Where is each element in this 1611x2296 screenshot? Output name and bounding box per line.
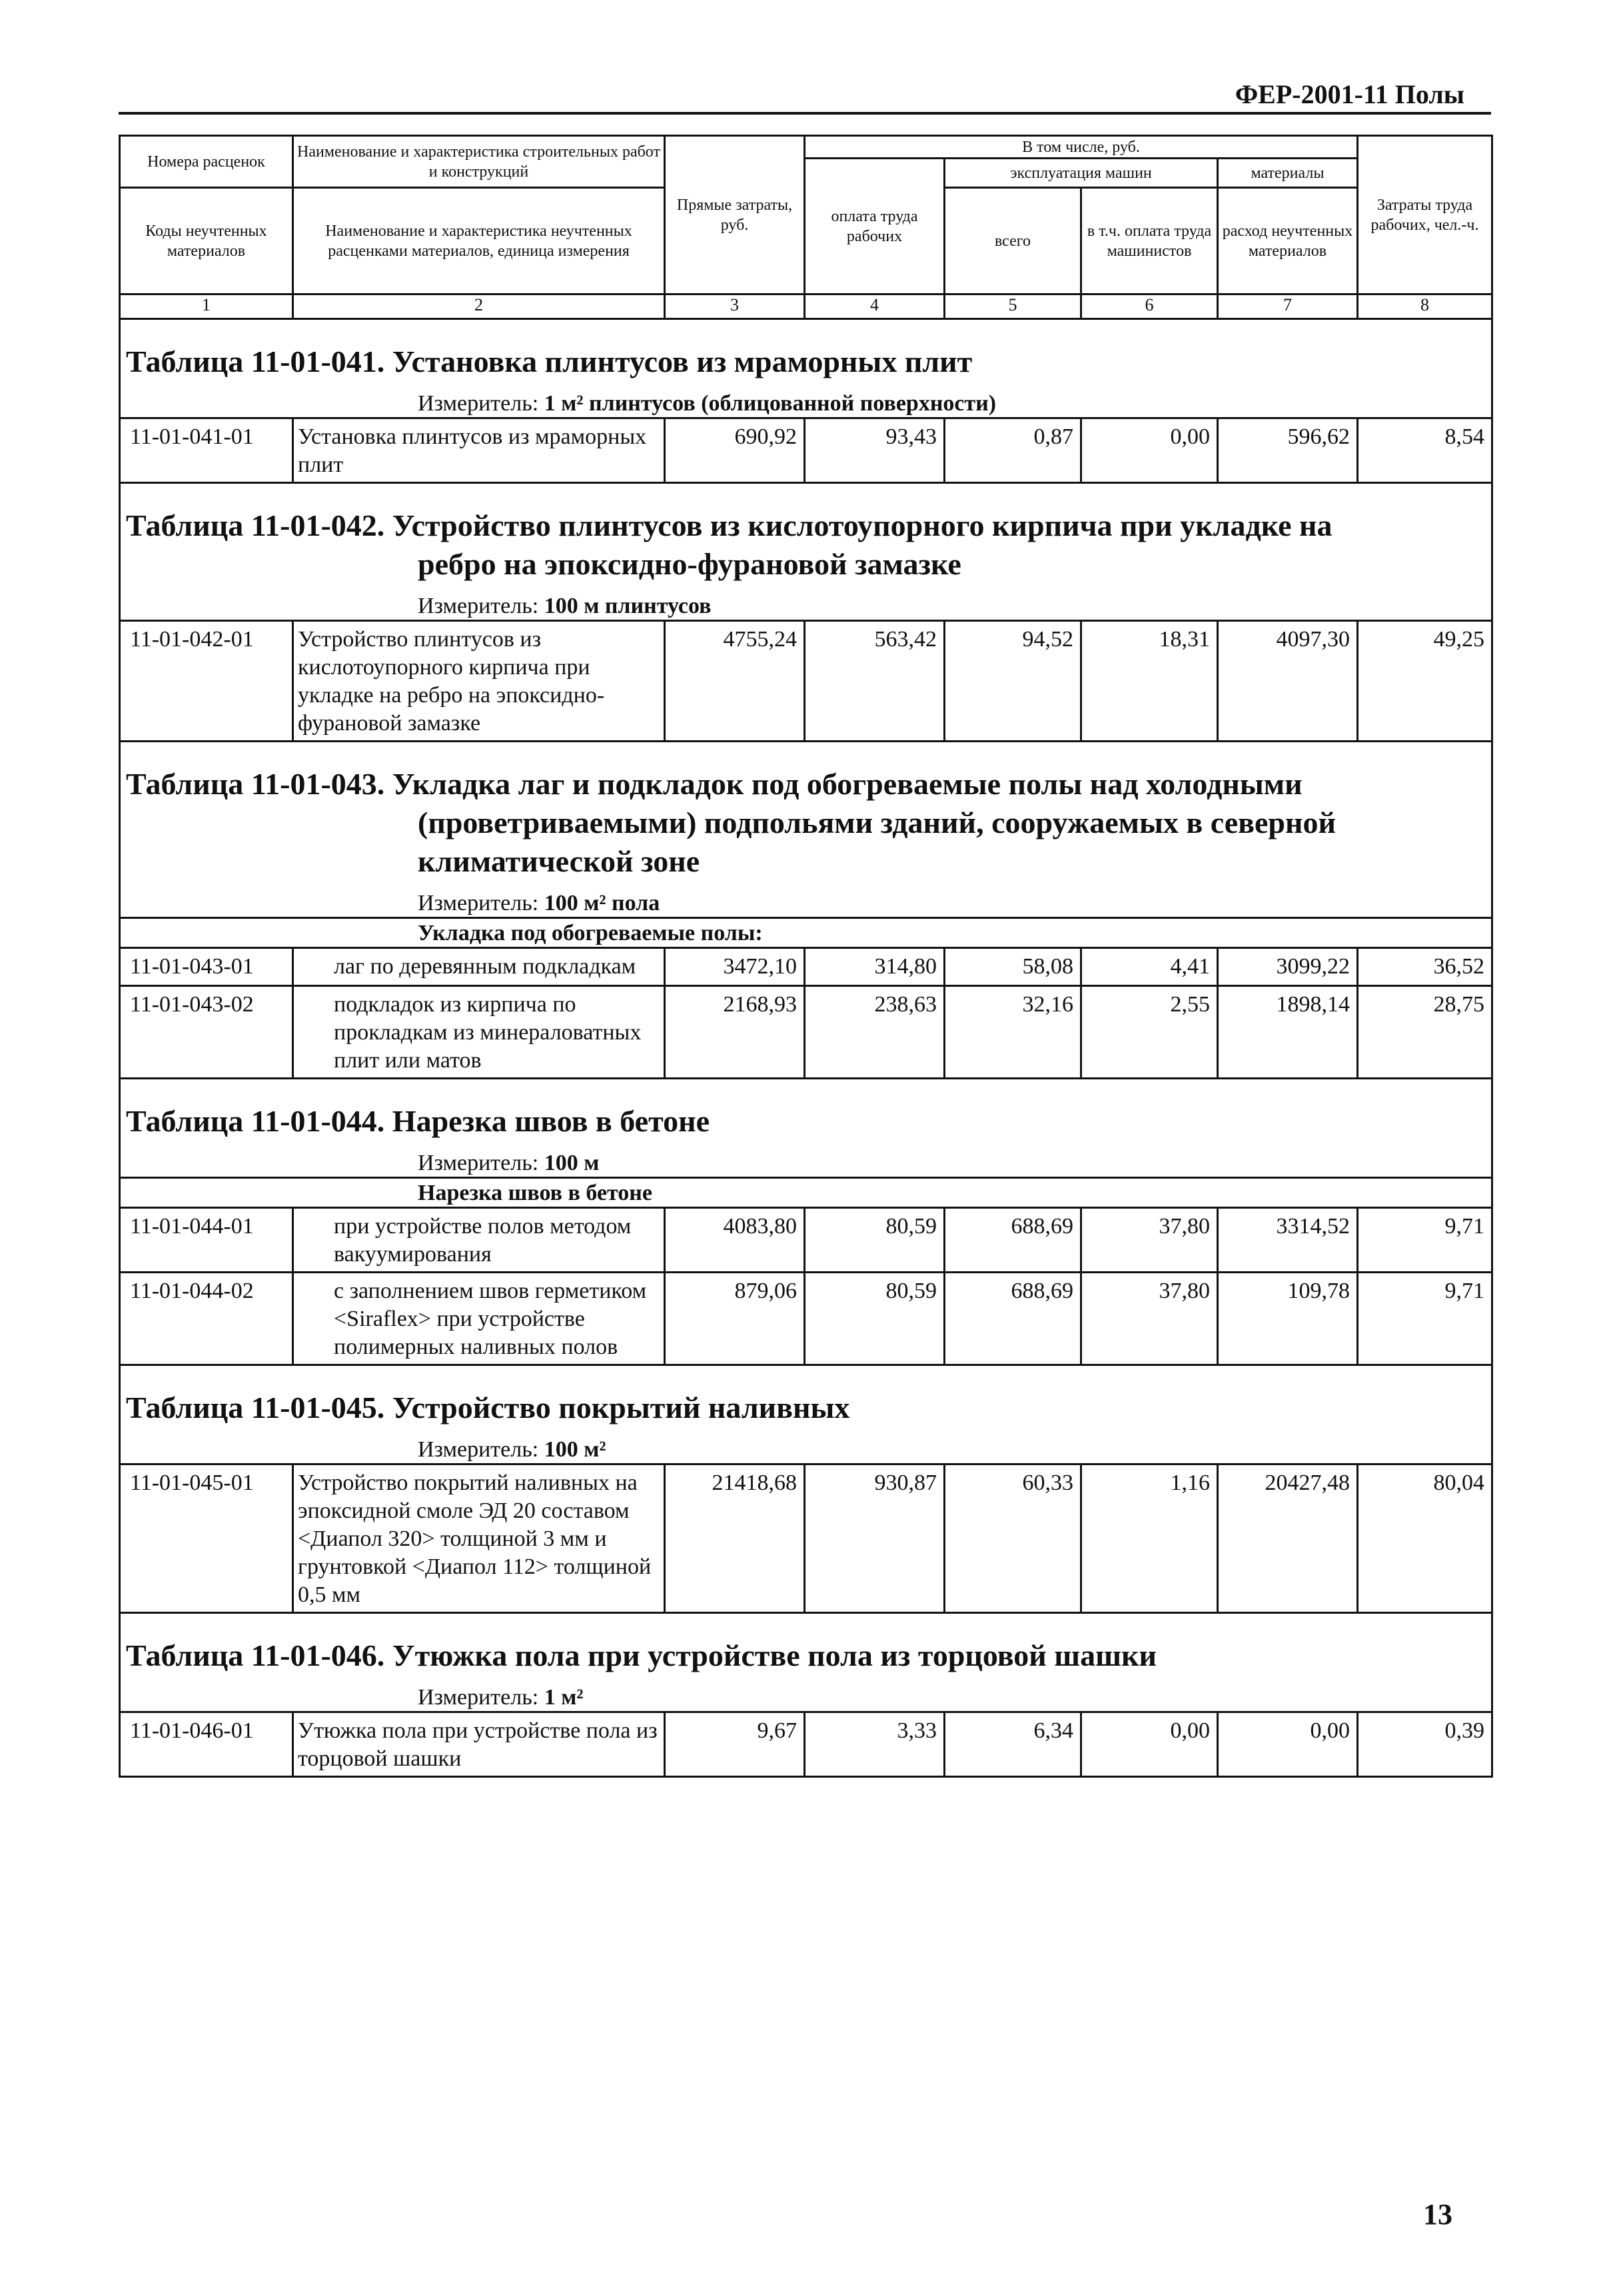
- direct-costs-value: 3472,10: [665, 948, 805, 986]
- machines-total-value: 688,69: [945, 1208, 1081, 1273]
- direct-costs-value: 4755,24: [665, 621, 805, 742]
- machinists-pay-value: 1,16: [1081, 1464, 1218, 1613]
- rate-code: 11-01-045-01: [120, 1464, 293, 1613]
- table-section-subheading-row: [120, 918, 1492, 948]
- table-row: [120, 1208, 1492, 1273]
- table-row: [120, 986, 1492, 1079]
- section-title-line: Таблица 11-01-043. Укладка лаг и подкладок под обогреваемые полы над холодными: [126, 767, 1303, 801]
- labor-hours-value: 0,39: [1358, 1712, 1492, 1777]
- machinists-pay-value: 0,00: [1081, 418, 1218, 483]
- table-section-title-row: [120, 742, 1492, 888]
- rate-name: с заполнением швов герметиком <Siraflex> при устройстве полимерных наливных полов: [293, 1273, 665, 1365]
- materials-value: 3314,52: [1218, 1208, 1358, 1273]
- direct-costs-value: 21418,68: [665, 1464, 805, 1613]
- meter-value: 100 м: [544, 1151, 600, 1175]
- meter-label: Измеритель:: [418, 391, 539, 416]
- section-meter: [120, 1434, 1492, 1464]
- labor-hours-value: 28,75: [1358, 986, 1492, 1079]
- direct-costs-value: 2168,93: [665, 986, 805, 1079]
- meter-value: 1 м² плинтусов (облицованной поверхности): [544, 391, 997, 416]
- table-section-title: [120, 742, 1492, 888]
- direct-costs-value: 9,67: [665, 1712, 805, 1777]
- column-header-machines-total: всего: [945, 188, 1081, 294]
- direct-costs-value: 690,92: [665, 418, 805, 483]
- materials-value: 596,62: [1218, 418, 1358, 483]
- machines-total-value: 60,33: [945, 1464, 1081, 1613]
- machines-total-value: 94,52: [945, 621, 1081, 742]
- section-title-line: Таблица 11-01-042. Устройство плинтусов из кислотоупорного кирпича при укладке на: [126, 508, 1333, 542]
- meter-label: Измеритель:: [418, 594, 539, 618]
- materials-value: 20427,48: [1218, 1464, 1358, 1613]
- table-section-title: [120, 1613, 1492, 1682]
- rate-code: 11-01-044-01: [120, 1208, 293, 1273]
- rate-name: Устройство плинтусов из кислотоупорного кирпича при укладке на ребро на эпоксидно-фурановой замазке: [293, 621, 665, 742]
- direct-costs-value: 4083,80: [665, 1208, 805, 1273]
- machinists-pay-value: 2,55: [1081, 986, 1218, 1079]
- table-section-title: [120, 483, 1492, 591]
- section-title-line: Таблица 11-01-045. Устройство покрытий наливных: [126, 1391, 850, 1425]
- column-number-row: [120, 294, 1492, 319]
- column-header-rate-numbers: Номера расценок: [120, 136, 293, 188]
- labor-hours-value: 36,52: [1358, 948, 1492, 986]
- section-meter: [120, 590, 1492, 621]
- section-title-line: Таблица 11-01-046. Утюжка пола при устройстве пола из торцовой шашки: [126, 1638, 1157, 1672]
- table-row: [120, 1464, 1492, 1613]
- column-number: 3: [665, 294, 805, 319]
- machines-total-value: 58,08: [945, 948, 1081, 986]
- machinists-pay-value: 4,41: [1081, 948, 1218, 986]
- section-title-continuation: ребро на эпоксидно-фурановой замазке: [418, 547, 961, 581]
- section-subheading: Нарезка швов в бетоне: [120, 1178, 1492, 1208]
- rates-table: [119, 135, 1493, 1778]
- labor-hours-value: 8,54: [1358, 418, 1492, 483]
- worker-pay-value: 80,59: [805, 1208, 945, 1273]
- column-header-material-name: Наименование и характеристика неучтенных расценками материалов, единица измерения: [293, 188, 665, 294]
- table-section-meter-row: [120, 1434, 1492, 1464]
- column-number: 4: [805, 294, 945, 319]
- column-header-machines-group: эксплуатация машин: [945, 159, 1218, 188]
- rate-name: Установка плинтусов из мраморных плит: [293, 418, 665, 483]
- materials-value: 109,78: [1218, 1273, 1358, 1365]
- meter-label: Измеритель:: [418, 891, 539, 915]
- section-meter: [120, 1682, 1492, 1712]
- column-number: 7: [1218, 294, 1358, 319]
- column-header-machinists-pay: в т.ч. оплата труда машинистов: [1081, 188, 1218, 294]
- table-row: [120, 1273, 1492, 1365]
- section-meter: [120, 887, 1492, 918]
- worker-pay-value: 80,59: [805, 1273, 945, 1365]
- table-section-title-row: [120, 1079, 1492, 1148]
- table-row: [120, 621, 1492, 742]
- column-header-including-group: В том числе, руб.: [805, 136, 1358, 159]
- document-header-title: ФЕР-2001-11 Полы: [1235, 79, 1464, 109]
- machines-total-value: 0,87: [945, 418, 1081, 483]
- rate-code: 11-01-043-02: [120, 986, 293, 1079]
- labor-hours-value: 9,71: [1358, 1273, 1492, 1365]
- machinists-pay-value: 18,31: [1081, 621, 1218, 742]
- rate-code: 11-01-044-02: [120, 1273, 293, 1365]
- worker-pay-value: 238,63: [805, 986, 945, 1079]
- table-section-title-row: [120, 483, 1492, 591]
- header-rule: [119, 112, 1491, 115]
- section-subheading: Укладка под обогреваемые полы:: [120, 918, 1492, 948]
- column-header-worker-pay: оплата труда рабочих: [805, 159, 945, 294]
- rate-name: лаг по деревянным подкладкам: [293, 948, 665, 986]
- worker-pay-value: 563,42: [805, 621, 945, 742]
- table-section-meter-row: [120, 388, 1492, 418]
- machinists-pay-value: 37,80: [1081, 1208, 1218, 1273]
- column-number: 1: [120, 294, 293, 319]
- worker-pay-value: 314,80: [805, 948, 945, 986]
- page-number: 13: [1423, 2198, 1452, 2231]
- meter-label: Измеритель:: [418, 1437, 539, 1462]
- table-section-title: [120, 1365, 1492, 1435]
- table-row: [120, 1712, 1492, 1777]
- rate-code: 11-01-043-01: [120, 948, 293, 986]
- table-section-meter-row: [120, 1682, 1492, 1712]
- table-row: [120, 418, 1492, 483]
- materials-value: 4097,30: [1218, 621, 1358, 742]
- machines-total-value: 32,16: [945, 986, 1081, 1079]
- section-title-continuation: (проветриваемыми) подпольями зданий, сооружаемых в северной: [418, 806, 1336, 840]
- meter-value: 100 м²: [544, 1437, 606, 1462]
- worker-pay-value: 3,33: [805, 1712, 945, 1777]
- meter-value: 100 м плинтусов: [544, 594, 712, 618]
- direct-costs-value: 879,06: [665, 1273, 805, 1365]
- section-title-line: Таблица 11-01-041. Установка плинтусов из мраморных плит: [126, 344, 973, 378]
- column-header-material-codes: Коды неучтенных материалов: [120, 188, 293, 294]
- column-header-direct-costs: Прямые затраты, руб.: [665, 136, 805, 294]
- section-meter: [120, 388, 1492, 418]
- column-number: 8: [1358, 294, 1492, 319]
- column-header-unaccounted-materials: расход неучтенных материалов: [1218, 188, 1358, 294]
- table-section-title: [120, 1079, 1492, 1148]
- rate-name: Устройство покрытий наливных на эпоксидной смоле ЭД 20 составом <Диапол 320> толщиной 3 мм и грунтовкой <Диапол 112> толщиной 0,5 мм: [293, 1464, 665, 1613]
- column-header-labor-hours: Затраты труда рабочих, чел.-ч.: [1358, 136, 1492, 294]
- table-section-meter-row: [120, 1147, 1492, 1178]
- labor-hours-value: 80,04: [1358, 1464, 1492, 1613]
- rate-name: при устройстве полов методом вакуумирования: [293, 1208, 665, 1273]
- machinists-pay-value: 37,80: [1081, 1273, 1218, 1365]
- section-meter: [120, 1147, 1492, 1178]
- table-section-title-row: [120, 319, 1492, 388]
- column-number: 2: [293, 294, 665, 319]
- worker-pay-value: 93,43: [805, 418, 945, 483]
- rate-name: подкладок из кирпича по прокладкам из минераловатных плит или матов: [293, 986, 665, 1079]
- table-section-title: [120, 319, 1492, 388]
- section-title-line: Таблица 11-01-044. Нарезка швов в бетоне: [126, 1104, 710, 1138]
- labor-hours-value: 9,71: [1358, 1208, 1492, 1273]
- table-section-meter-row: [120, 590, 1492, 621]
- column-header-work-name: Наименование и характеристика строительных работ и конструкций: [293, 136, 665, 188]
- column-header-materials-group: материалы: [1218, 159, 1358, 188]
- materials-value: 3099,22: [1218, 948, 1358, 986]
- rate-name: Утюжка пола при устройстве пола из торцовой шашки: [293, 1712, 665, 1777]
- machines-total-value: 6,34: [945, 1712, 1081, 1777]
- column-number: 6: [1081, 294, 1218, 319]
- meter-value: 100 м² пола: [544, 891, 660, 915]
- materials-value: 1898,14: [1218, 986, 1358, 1079]
- rate-code: 11-01-041-01: [120, 418, 293, 483]
- machines-total-value: 688,69: [945, 1273, 1081, 1365]
- rate-code: 11-01-046-01: [120, 1712, 293, 1777]
- section-title-continuation: климатической зоне: [418, 844, 700, 878]
- rate-code: 11-01-042-01: [120, 621, 293, 742]
- column-number: 5: [945, 294, 1081, 319]
- table-section-subheading-row: [120, 1178, 1492, 1208]
- table-section-title-row: [120, 1365, 1492, 1435]
- machinists-pay-value: 0,00: [1081, 1712, 1218, 1777]
- meter-value: 1 м²: [544, 1685, 584, 1710]
- meter-label: Измеритель:: [418, 1151, 539, 1175]
- table-row: [120, 948, 1492, 986]
- materials-value: 0,00: [1218, 1712, 1358, 1777]
- table-section-meter-row: [120, 887, 1492, 918]
- meter-label: Измеритель:: [418, 1685, 539, 1710]
- worker-pay-value: 930,87: [805, 1464, 945, 1613]
- table-section-title-row: [120, 1613, 1492, 1682]
- labor-hours-value: 49,25: [1358, 621, 1492, 742]
